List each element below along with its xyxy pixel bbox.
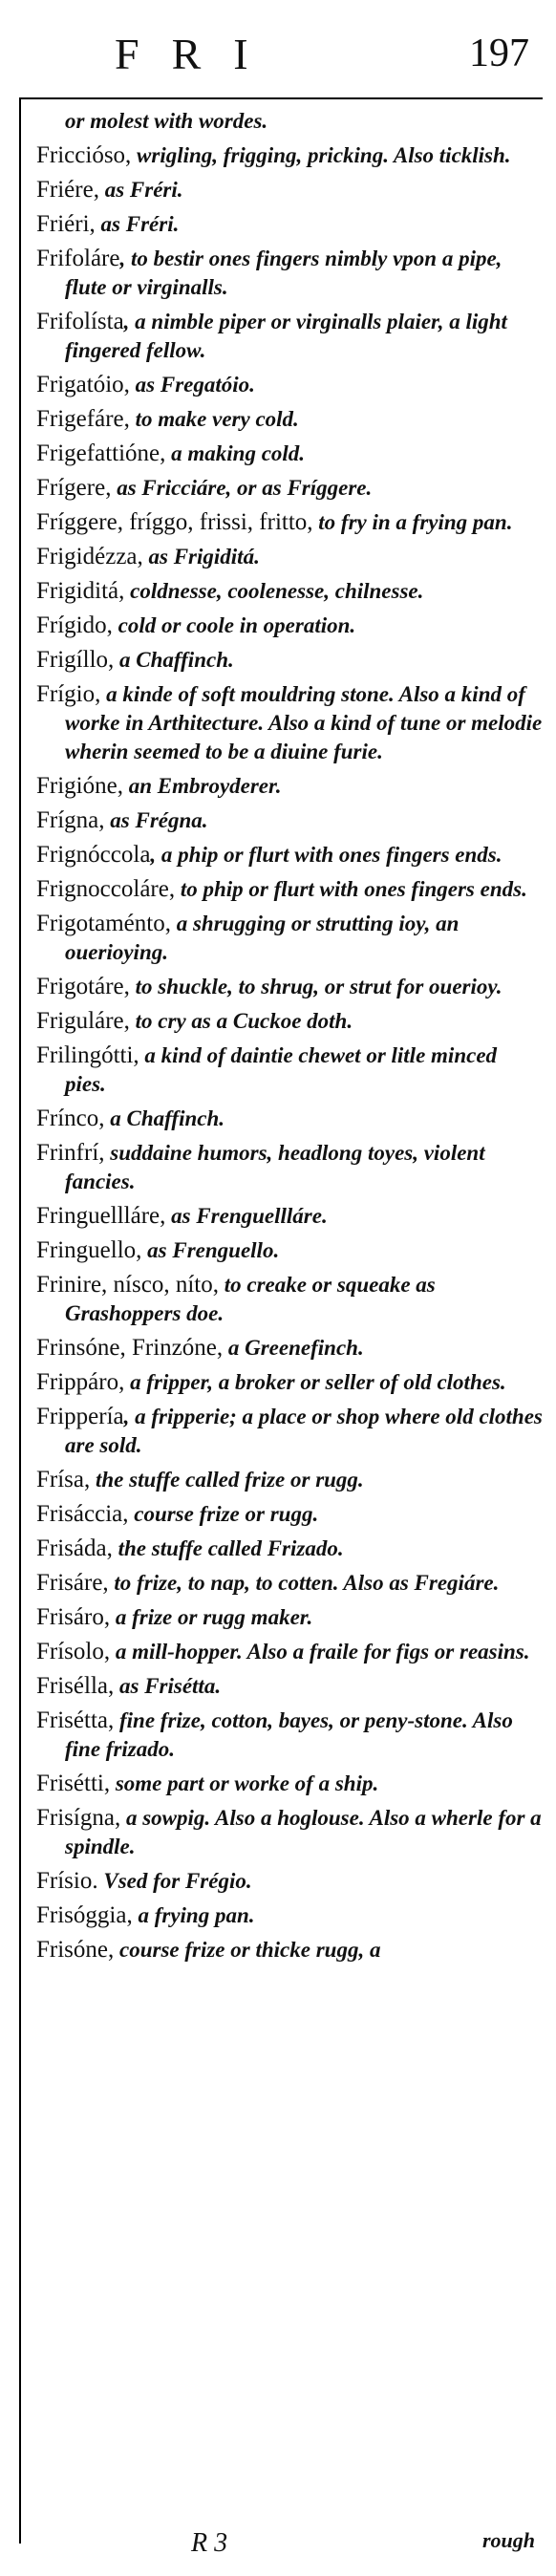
dictionary-entry — [36, 1638, 543, 1666]
entry-definition: as Fréri. — [95, 212, 180, 236]
entry-definition: to cry as a Cuckoe doth. — [129, 1009, 353, 1033]
dictionary-entry — [36, 308, 543, 365]
entry-headword: Frigotaménto, — [36, 911, 171, 936]
dictionary-entry — [36, 1569, 543, 1598]
dictionary-entry — [36, 1770, 543, 1798]
entry-headword: Frígido, — [36, 612, 113, 638]
dictionary-entry — [36, 1271, 543, 1328]
entry-headword: Frisáda, — [36, 1535, 113, 1561]
dictionary-entry — [36, 1867, 543, 1896]
entry-headword: Frisélla, — [36, 1673, 115, 1699]
entry-definition: a fripper, a broker or seller of old clothes. — [124, 1370, 506, 1394]
entry-headword: Frisáccia, — [36, 1501, 129, 1527]
dictionary-entry — [36, 680, 543, 766]
dictionary-entry — [36, 1236, 543, 1265]
entry-definition: a frying pan. — [132, 1903, 255, 1927]
dictionary-entry — [36, 107, 543, 136]
dictionary-entry — [36, 841, 543, 869]
entry-definition: a Greenefinch. — [223, 1336, 364, 1360]
entry-headword: Frignóccola — [36, 842, 151, 868]
entry-headword: Frignoccoláre, — [36, 876, 176, 902]
entry-definition: the stuffe called frize or rugg. — [90, 1468, 364, 1492]
dictionary-column — [36, 107, 543, 1970]
dictionary-entry — [36, 176, 543, 204]
entry-headword: Fringuellláre, — [36, 1203, 166, 1229]
entry-headword: Frisígna, — [36, 1805, 121, 1831]
entry-definition: a kinde of soft mouldring stone. Also a kind of worke in Arthitecture. Also a kind of tune or melodie wherin seemed to be a diuine furie. — [65, 682, 543, 763]
entry-headword: Frígere, — [36, 475, 112, 501]
entry-definition: to make very cold. — [129, 407, 299, 431]
dictionary-entry — [36, 1368, 543, 1397]
entry-definition: an Embroyderer. — [122, 774, 282, 798]
entry-headword: Frígna, — [36, 807, 105, 833]
dictionary-entry — [36, 1202, 543, 1231]
entry-definition: as Frisétta. — [114, 1674, 222, 1698]
entry-headword: Frisáre, — [36, 1570, 109, 1596]
dictionary-entry — [36, 543, 543, 571]
entry-headword: Frippáro, — [36, 1369, 125, 1395]
entry-headword: Frinsóne, Frinzóne, — [36, 1335, 224, 1361]
entry-definition: to creake or squeake as Grashoppers doe. — [65, 1273, 436, 1325]
dictionary-entry — [36, 875, 543, 904]
entry-headword: Frigíllo, — [36, 647, 115, 673]
page-footer — [76, 2528, 535, 2566]
entry-definition: coldnesse, coolenesse, chilnesse. — [124, 579, 424, 603]
entry-definition: cold or coole in operation. — [112, 613, 356, 637]
dictionary-entry — [36, 1936, 543, 1964]
entry-headword: Frísolo, — [36, 1639, 111, 1664]
dictionary-entry — [36, 440, 543, 468]
entry-headword: Frísio. — [36, 1868, 98, 1894]
entry-definition: a shrugging or strutting ioy, an ouerioying. — [65, 912, 460, 964]
entry-definition: , a nimble piper or virginalls plaier, a light fingered fellow. — [65, 310, 507, 362]
header-rule — [19, 97, 543, 99]
entry-headword: Frilingótti, — [36, 1042, 139, 1068]
dictionary-entry — [36, 910, 543, 967]
dictionary-entry — [36, 1901, 543, 1930]
entry-headword: Frigatóio, — [36, 372, 130, 397]
entry-definition: a mill-hopper. Also a fraile for figs or reasins. — [110, 1640, 530, 1664]
entry-headword: Friéri, — [36, 211, 96, 237]
dictionary-entry — [36, 1672, 543, 1701]
entry-headword: Frinfrí, — [36, 1140, 105, 1166]
page-number: 197 — [469, 32, 529, 75]
entry-definition: to shuckle, to shrug, or strut for ouerioy. — [129, 975, 503, 998]
entry-headword: Frígio, — [36, 681, 101, 707]
entry-headword: Frisétti, — [36, 1771, 111, 1796]
signature-mark: R 3 — [191, 2528, 228, 2558]
dictionary-entry — [36, 612, 543, 640]
entry-definition: course frize or thicke rugg, a — [114, 1938, 381, 1962]
entry-definition: to fry in a frying pan. — [312, 510, 513, 534]
dictionary-entry — [36, 1500, 543, 1529]
entry-definition: as Frenguellláre. — [165, 1204, 328, 1228]
entry-headword: Frinire, nísco, níto, — [36, 1272, 219, 1298]
dictionary-entry — [36, 1007, 543, 1036]
entry-definition: as Fregatóio. — [129, 373, 255, 397]
entry-definition: , to bestir ones fingers nimbly vpon a pipe, flute or virginalls. — [65, 247, 503, 299]
dictionary-entry — [36, 508, 543, 537]
dictionary-entry — [36, 245, 543, 302]
dictionary-entry — [36, 772, 543, 801]
dictionary-entry — [36, 1041, 543, 1099]
dictionary-entry — [36, 1334, 543, 1363]
entry-headword: Friére, — [36, 177, 99, 203]
entry-headword: Fríggere, fríggo, frissi, fritto, — [36, 509, 313, 535]
entry-headword: Frigefáre, — [36, 406, 130, 432]
dictionary-entry — [36, 1535, 543, 1563]
dictionary-entry — [36, 577, 543, 606]
entry-headword: Frifoláre — [36, 246, 120, 271]
entry-definition: a frize or rugg maker. — [110, 1605, 313, 1629]
entry-definition: to frize, to nap, to cotten. Also as Fregiáre. — [108, 1571, 500, 1595]
entry-definition: fine frize, cotton, bayes, or peny-stone. Also fine frizado. — [65, 1708, 513, 1761]
entry-definition: a kind of daintie chewet or litle minced pies. — [65, 1043, 498, 1096]
entry-definition: suddaine humors, headlong toyes, violent fancies. — [65, 1141, 485, 1193]
entry-definition: some part or worke of a ship. — [110, 1771, 379, 1795]
entry-headword: Fringuello, — [36, 1237, 142, 1263]
entry-definition: a making cold. — [165, 441, 306, 465]
entry-definition: or molest with wordes. — [65, 109, 268, 133]
entry-definition: as Fricciáre, or as Fríggere. — [111, 476, 373, 500]
dictionary-entry — [36, 1139, 543, 1196]
dictionary-entry — [36, 1105, 543, 1133]
entry-headword: Frisóne, — [36, 1937, 115, 1963]
entry-definition: as Fréri. — [98, 178, 183, 202]
running-head: FRI — [115, 30, 281, 78]
entry-headword: Frigotáre, — [36, 974, 130, 999]
dictionary-entry — [36, 806, 543, 835]
dictionary-entry — [36, 1804, 543, 1861]
entry-definition: as Frenguello. — [141, 1238, 280, 1262]
entry-headword: Frigidézza, — [36, 544, 143, 569]
entry-definition: course frize or rugg. — [128, 1502, 319, 1526]
dictionary-entry — [36, 141, 543, 170]
catchword: rough — [481, 2528, 535, 2552]
entry-headword: Friguláre, — [36, 1008, 130, 1034]
dictionary-entry — [36, 1466, 543, 1494]
dictionary-entry — [36, 973, 543, 1001]
page-header — [0, 29, 556, 86]
entry-headword: Friccióso, — [36, 142, 132, 168]
dictionary-entry — [36, 210, 543, 239]
entry-definition: , a fripperie; a place or shop where old clothes are sold. — [65, 1405, 543, 1457]
entry-headword: Frisáro, — [36, 1604, 111, 1630]
entry-headword: Frínco, — [36, 1106, 105, 1131]
entry-headword: Frisóggia, — [36, 1902, 133, 1928]
dictionary-entry — [36, 1403, 543, 1460]
dictionary-entry — [36, 405, 543, 434]
dictionary-entry — [36, 1707, 543, 1764]
entry-headword: Frísa, — [36, 1467, 91, 1492]
dictionary-entry — [36, 1603, 543, 1632]
entry-headword: Frigiditá, — [36, 578, 125, 604]
entry-definition: Vsed for Frégio. — [97, 1869, 252, 1893]
dictionary-entry — [36, 646, 543, 675]
entry-headword: Frifolísta — [36, 309, 124, 334]
entry-definition: a sowpig. Also a hoglouse. Also a wherle for a spindle. — [65, 1806, 542, 1858]
entry-definition: as Frigiditá. — [142, 545, 260, 569]
entry-definition: to phip or flurt with ones fingers ends. — [175, 877, 527, 901]
entry-definition: a Chaffinch. — [104, 1106, 225, 1130]
entry-definition: a Chaffinch. — [114, 648, 234, 672]
dictionary-entry — [36, 474, 543, 503]
entry-definition: the stuffe called Frizado. — [112, 1536, 344, 1560]
dictionary-entry — [36, 371, 543, 399]
entry-headword: Frisétta, — [36, 1707, 115, 1733]
entry-headword: Frigióne, — [36, 773, 123, 799]
entry-definition: wrigling, frigging, pricking. Also ticklish. — [131, 143, 511, 167]
entry-headword: Frigefattióne, — [36, 440, 166, 466]
entry-definition: as Frégna. — [104, 808, 208, 832]
entry-definition: , a phip or flurt with ones fingers ends. — [150, 843, 503, 867]
entry-headword: Frippería — [36, 1404, 124, 1429]
column-rule — [19, 97, 21, 2544]
